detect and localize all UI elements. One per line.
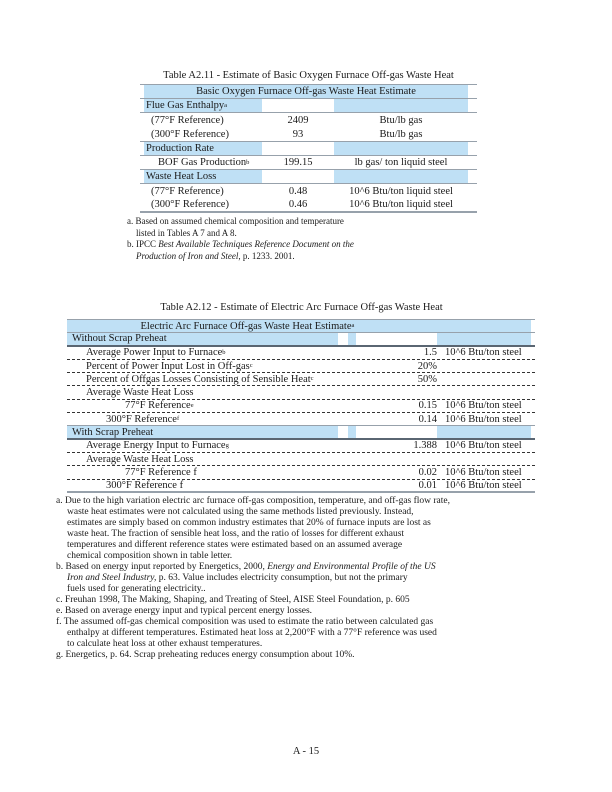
footnote-line: g. Energetics, p. 64. Scrap preheating reduces energy consumption about 10%. (56, 650, 355, 660)
footnote-line: a. Due to the high variation electric arc furnace off-gas composition, temperature, and off-gas flow rate, (56, 496, 451, 506)
row-unit (437, 373, 531, 385)
row-label: Without Scrap Preheat (72, 333, 338, 344)
section-row (140, 99, 477, 113)
row-unit (437, 426, 531, 437)
row-label: (300°F Reference) (151, 199, 229, 211)
row-value (356, 386, 437, 398)
row-value (356, 453, 437, 465)
data-row (67, 413, 535, 426)
page-number: A - 15 (292, 746, 320, 757)
row-unit: lb gas/ ton liquid steel (354, 157, 448, 169)
row-unit (334, 99, 468, 112)
row-label: 77°F Reference f (125, 466, 197, 478)
table-header-text: Electric Arc Furnace Off-gas Waste Heat Estimate (140, 320, 352, 332)
footnote-line: enthalpy at different temperatures. Estimated heat loss at 2,200°F with a 77°F reference was used (67, 628, 437, 638)
data-row (67, 440, 535, 453)
row-unit (334, 142, 468, 155)
row-value: 1.388 (413, 440, 437, 452)
row-value (262, 142, 334, 155)
data-row (67, 466, 535, 479)
row-unit: 10^6 Btu/ton steel (445, 479, 522, 491)
row-label: Flue Gas Enthalpy a (144, 99, 262, 112)
row-unit: 10^6 Btu/ton steel (445, 400, 522, 412)
footnote-line: Iron and Steel Industry, p. 63. Value includes electricity consumption, but not the primary (67, 573, 408, 583)
table-a2-12-footnotes (56, 496, 450, 661)
row-unit (437, 360, 531, 372)
row-unit (437, 386, 531, 398)
data-row (67, 386, 535, 399)
data-row (140, 128, 477, 142)
footnote-line: a. Based on assumed chemical composition and temperature (127, 216, 344, 226)
row-value: 0.46 (288, 199, 308, 211)
footnote-line: f. The assumed off-gas chemical composition was used to estimate the ratio between calculated gas (56, 617, 434, 627)
row-value: 199.15 (283, 157, 313, 169)
data-row (140, 184, 477, 198)
row-label: (77°F Reference) (151, 185, 224, 197)
footnote-line: chemical composition shown in table letter. (67, 551, 233, 561)
data-row (140, 156, 477, 170)
data-row (140, 199, 477, 213)
row-value (356, 333, 437, 344)
row-unit: 10^6 Btu/ton steel (445, 413, 522, 425)
footnote-line: fuels used for generating electricity.. (67, 584, 206, 594)
table-a2-11-header-row (140, 85, 477, 99)
row-value (262, 170, 334, 183)
row-unit: Btu/lb gas (379, 128, 423, 140)
row-value: 50% (417, 373, 437, 385)
row-label: BOF Gas Production b (158, 157, 250, 169)
table-a2-11 (140, 84, 477, 213)
data-row (67, 480, 535, 493)
row-label: 300°F Reference f (106, 479, 184, 491)
row-value: 2409 (287, 114, 309, 126)
row-label: Average Energy Input to Furnace g (86, 440, 229, 452)
row-label: Average Waste Heat Loss (86, 387, 194, 399)
section-row (67, 426, 535, 439)
row-unit: 10^6 Btu/ton steel (445, 440, 522, 452)
row-value: 1.5 (423, 347, 437, 359)
footnote-line: Production of Iron and Steel, p. 1233. 2001. (136, 250, 295, 261)
row-unit: 10^6 Btu/ton steel (445, 347, 522, 359)
table-a2-12 (67, 319, 535, 493)
row-unit (437, 453, 531, 465)
table-a2-12-title: Table A2.12 - Estimate of Electric Arc Furnace Off-gas Waste Heat (160, 302, 443, 313)
row-value: 0.14 (418, 413, 437, 425)
row-label: Waste Heat Loss (144, 170, 262, 183)
row-label: Percent of Offgas Losses Consisting of Sensible Heat c (86, 373, 314, 385)
table-header-label: Electric Arc Furnace Off-gas Waste Heat Estimate a (72, 320, 423, 332)
row-label: Average Waste Heat Loss (86, 453, 194, 465)
row-unit: 10^6 Btu/ton liquid steel (349, 199, 453, 211)
data-row (67, 400, 535, 413)
row-value (356, 426, 437, 437)
row-value: 0.01 (418, 479, 437, 491)
row-label: Percent of Power Input Lost in Off-gas c (86, 360, 253, 372)
data-row (67, 360, 535, 373)
row-value: 20% (417, 360, 437, 372)
row-label: Average Power Input to Furnace b (86, 347, 226, 359)
footnote-line: b. Based on energy input reported by Energetics, 2000, Energy and Environmental Profile of the US (56, 562, 436, 572)
footnote-line: c. Freuhan 1998, The Making, Shaping, and Treating of Steel, AISE Steel Foundation, p. 605 (56, 595, 410, 605)
row-value: 0.15 (418, 400, 437, 412)
footnote-line: e. Based on average energy input and typical percent energy losses. (56, 606, 313, 616)
footnote-line: to calculate heat loss at other exhaust temperatures. (67, 639, 263, 649)
data-row (140, 113, 477, 127)
data-row (67, 373, 535, 386)
row-unit (437, 333, 531, 344)
table-header-label (144, 85, 468, 98)
row-label: (77°F Reference) (151, 114, 224, 126)
row-value: 0.48 (288, 185, 308, 197)
row-value (262, 99, 334, 112)
row-value: 0.02 (418, 466, 437, 478)
footnote-line: estimates are simply based on common industry estimates that 20% of furnace inputs are lost as (67, 518, 431, 528)
table-a2-11-title: Table A2.11 - Estimate of Basic Oxygen Furnace Off-gas Waste Heat (163, 70, 454, 81)
row-unit: 10^6 Btu/ton liquid steel (349, 185, 453, 197)
row-label: (300°F Reference) (151, 128, 229, 140)
data-row (67, 453, 535, 466)
table-a2-11-footnotes (127, 216, 354, 262)
spacer (468, 85, 477, 98)
section-row (140, 142, 477, 156)
row-value: 93 (292, 128, 304, 140)
row-label: 77°F Reference e (125, 400, 194, 412)
footnote-line: b. IPCC Best Available Techniques Reference Document on the (127, 239, 354, 249)
section-row (67, 333, 535, 346)
footnote-line: listed in Tables A 7 and A 8. (136, 227, 237, 238)
footnote-line: temperatures and different reference states were estimated based on an assumed average (67, 540, 403, 550)
section-row (140, 170, 477, 184)
row-label: Production Rate (144, 142, 262, 155)
table-a2-12-header-row (67, 320, 535, 333)
row-unit: 10^6 Btu/ton steel (445, 466, 522, 478)
table-header-text: Basic Oxygen Furnace Off-gas Waste Heat Estimate (196, 86, 416, 98)
row-label: With Scrap Preheat (72, 426, 338, 437)
row-unit: Btu/lb gas (379, 114, 423, 126)
row-label: 300°F Reference f (106, 413, 180, 425)
footnote-line: waste heat. The fraction of sensible heat loss, and the ratio of losses for different exhaust (67, 529, 405, 539)
row-unit (334, 170, 468, 183)
footnote-line: waste heat estimates were not calculated using the same methods listed previously. Instead, (67, 507, 414, 517)
data-row (67, 347, 535, 360)
